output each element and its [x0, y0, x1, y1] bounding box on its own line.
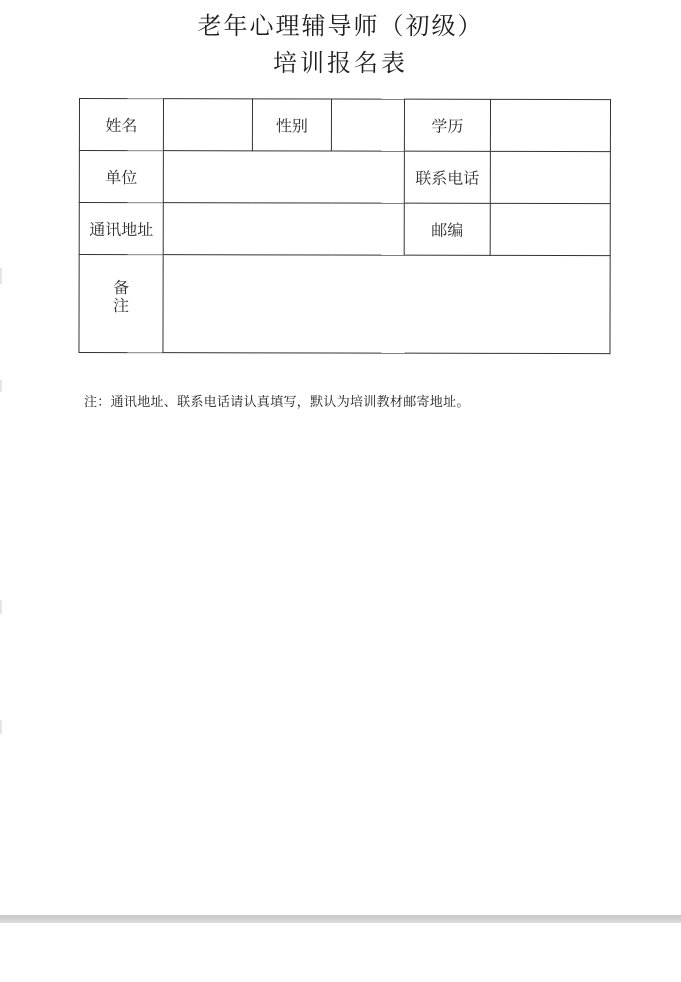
postcode-field[interactable]	[490, 203, 610, 255]
remarks-field[interactable]	[163, 255, 610, 354]
document-subtitle: 培训报名表	[273, 49, 408, 77]
phone-label: 联系电话	[404, 151, 490, 203]
scan-edge-mark	[0, 600, 2, 614]
page-separator	[0, 915, 681, 923]
phone-field[interactable]	[490, 151, 610, 203]
remarks-label-char-2: 注	[113, 295, 130, 315]
next-page-top	[0, 923, 681, 982]
remarks-label	[113, 279, 129, 315]
name-label: 姓名	[79, 99, 163, 151]
form-row-remarks	[79, 255, 610, 354]
education-field[interactable]	[490, 99, 610, 151]
gender-field[interactable]	[331, 99, 404, 151]
document-title: 老年心理辅导师（初级）	[197, 12, 484, 40]
scan-edge-mark	[0, 380, 2, 392]
scan-edge-mark	[0, 720, 2, 734]
education-label: 学历	[404, 99, 490, 151]
remarks-label-cell	[79, 255, 163, 353]
form-row-basic-info	[79, 99, 610, 152]
remarks-label-char-1: 备	[113, 277, 130, 297]
unit-label: 单位	[79, 151, 163, 203]
name-field[interactable]	[163, 99, 252, 151]
form-row-address	[79, 203, 610, 256]
postcode-label: 邮编	[404, 203, 490, 255]
address-field[interactable]	[163, 203, 404, 256]
form-row-unit	[79, 151, 610, 204]
registration-form-table	[78, 98, 611, 354]
address-label: 通讯地址	[79, 203, 163, 255]
unit-field[interactable]	[163, 151, 404, 204]
scan-edge-mark	[0, 268, 2, 284]
footnote: 注：通讯地址、联系电话请认真填写，默认为培训教材邮寄地址。	[84, 395, 470, 410]
gender-label: 性别	[252, 99, 331, 151]
